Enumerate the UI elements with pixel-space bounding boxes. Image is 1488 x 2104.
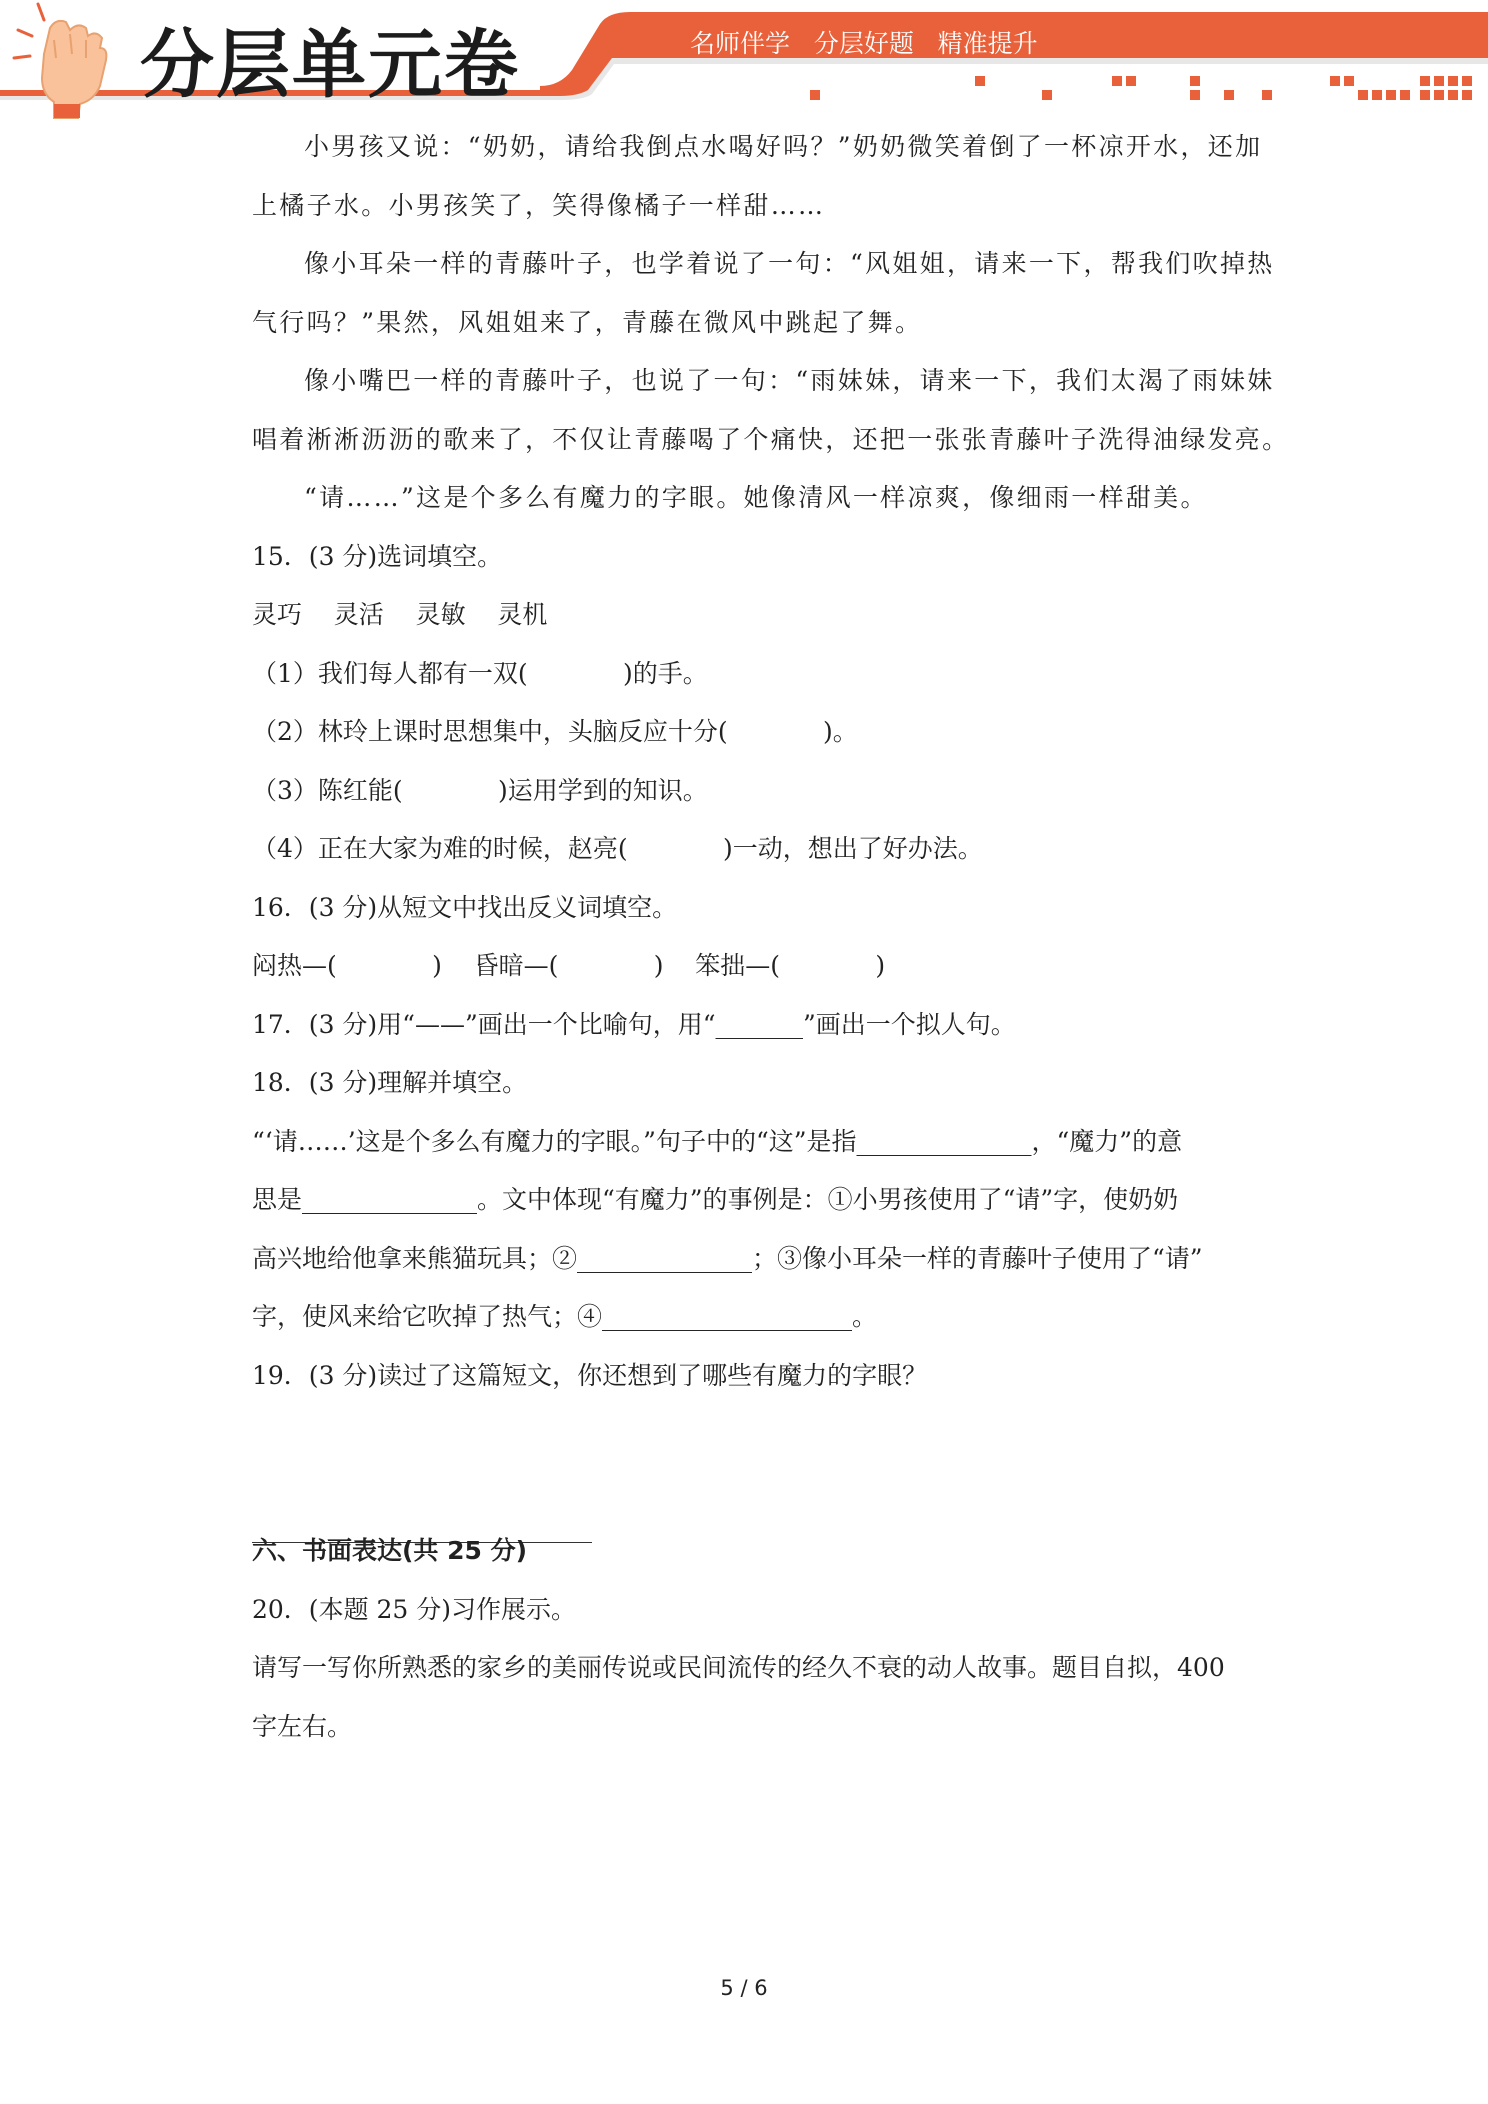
question-18-line-d: 字，使风来给它吹掉了热气；④____________________。	[252, 1302, 878, 1331]
question-18-line-c: 高兴地给他拿来熊猫玩具；②______________；③像小耳朵一样的青藤叶子使用了“请”	[252, 1243, 1203, 1273]
story-paragraph-1a: 小男孩又说：“奶奶，请给我倒点水喝好吗？”奶奶微笑着倒了一杯凉开水，还加	[304, 132, 1263, 161]
question-17: 17．(3 分)用“——”画出一个比喻句，用“_______”画出一个拟人句。	[252, 1009, 1016, 1039]
question-16-items: 闷热—( ) 昏暗—( ) 笨拙—( )	[252, 951, 886, 980]
story-paragraph-1b: 上橘子水。小男孩笑了，笑得像橘子一样甜……	[252, 190, 826, 220]
question-20: 20．(本题 25 分)习作展示。	[252, 1594, 577, 1624]
question-15-item-3: （3）陈红能( )运用学到的知识。	[252, 775, 708, 805]
header-slogan: 名师伴学 分层好题 精准提升	[690, 29, 1038, 58]
question-15-item-4: （4）正在大家为难的时候，赵亮( )一动，想出了好办法。	[252, 834, 983, 863]
page-number: 5 / 6	[720, 1976, 768, 2000]
story-paragraph-2a: 像小耳朵一样的青藤叶子，也学着说了一句：“风姐姐，请来一下，帮我们吹掉热	[304, 249, 1275, 278]
question-19-answer-area	[252, 1405, 1242, 1464]
story-paragraph-2b: 气行吗？”果然，风姐姐来了，青藤在微风中跳起了舞。	[252, 307, 923, 337]
story-paragraph-4: “请……”这是个多么有魔力的字眼。她像清风一样凉爽，像细雨一样甜美。	[304, 483, 1208, 512]
section-6-title: 六、书面表达(共 25 分)	[252, 1536, 528, 1565]
question-18-line-b: 思是______________。文中体现“有魔力”的事例是：①小男孩使用了“请”字，使奶奶	[252, 1185, 1179, 1214]
question-18-line-a: “‘请……’这是个多么有魔力的字眼。”句子中的“这”是指______________，“魔力”的意	[252, 1126, 1183, 1156]
spacer	[252, 1464, 1242, 1523]
question-15-word-bank: 灵巧 灵活 灵敏 灵机	[252, 600, 548, 629]
page-content	[252, 118, 1290, 1756]
question-15-item-2: （2）林玲上课时思想集中，头脑反应十分( )。	[252, 717, 858, 746]
question-15-item-1: （1）我们每人都有一双( )的手。	[252, 658, 708, 688]
fist-icon	[8, 0, 128, 120]
question-15: 15．(3 分)选词填空。	[252, 541, 503, 571]
header-banner	[0, 0, 1488, 120]
question-16: 16．(3 分)从短文中找出反义词填空。	[252, 892, 678, 922]
question-18: 18．(3 分)理解并填空。	[252, 1068, 528, 1097]
story-paragraph-3b: 唱着淅淅沥沥的歌来了，不仅让青藤喝了个痛快，还把一张张青藤叶子洗得油绿发亮。	[252, 424, 1290, 454]
question-20-prompt-b: 字左右。	[252, 1711, 353, 1741]
story-paragraph-3a: 像小嘴巴一样的青藤叶子，也说了一句：“雨妹妹，请来一下，我们太渴了雨妹妹	[304, 366, 1275, 395]
brand-title: 分层单元卷	[140, 22, 520, 108]
question-19: 19．(3 分)读过了这篇短文，你还想到了哪些有魔力的字眼？	[252, 1360, 928, 1390]
question-20-prompt-a: 请写一写你所熟悉的家乡的美丽传说或民间流传的经久不衰的动人故事。题目自拟，400	[252, 1653, 1225, 1682]
